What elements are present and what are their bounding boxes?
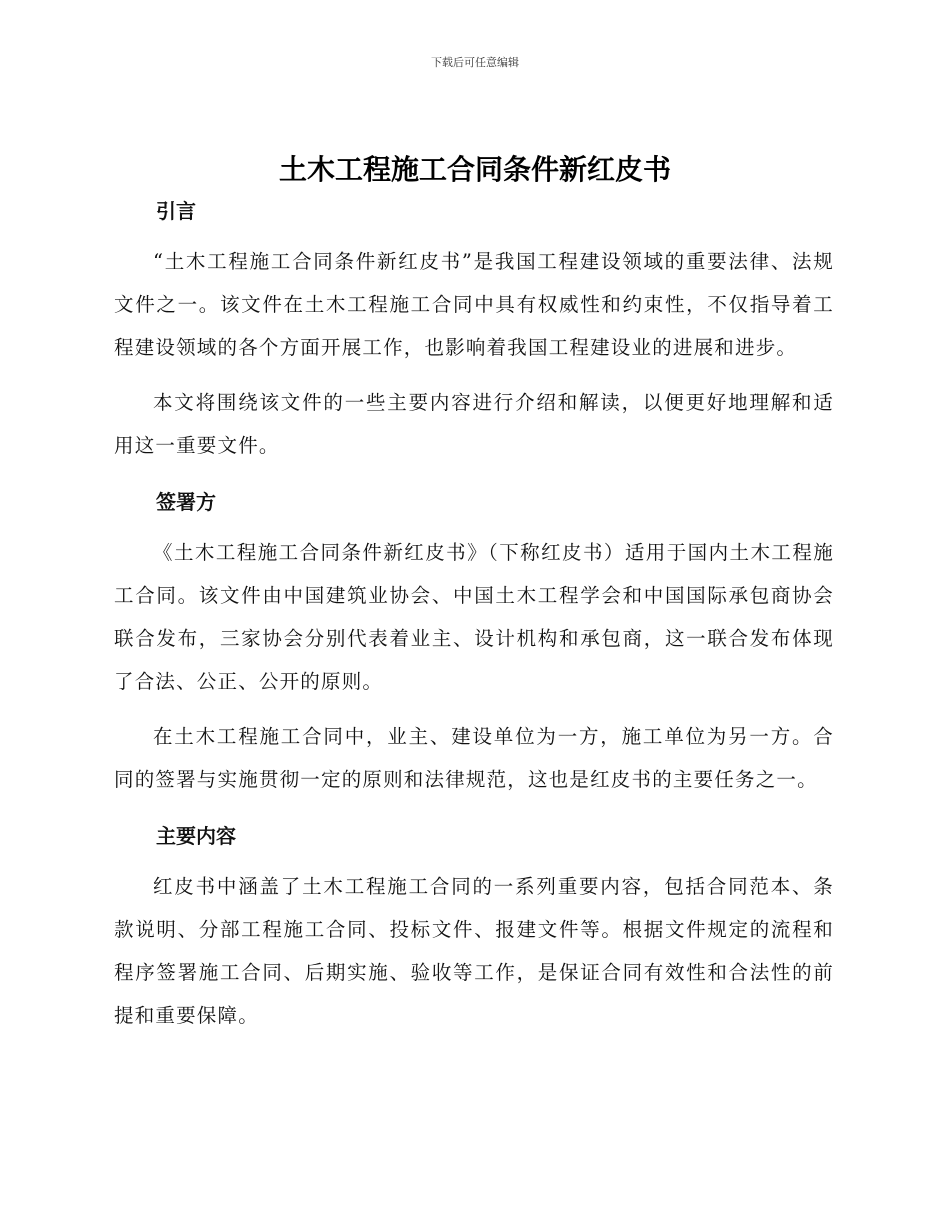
document-title: 土木工程施工合同条件新红皮书	[278, 153, 671, 186]
section-main-content	[114, 821, 834, 1037]
paragraph: 《土木工程施工合同条件新红皮书》（下称红皮书）适用于国内土木工程施工合同。该文件由中国建筑业协会、中国土木工程学会和中国国际承包商协会联合发布，三家协会分别代表着业主、设计机构和承包商，这一联合发布体现了合法、公正、公开的原则。	[114, 541, 834, 693]
paragraph: “土木工程施工合同条件新红皮书”是我国工程建设领域的重要法律、法规文件之一。该文件在土木工程施工合同中具有权威性和约束性，不仅指导着工程建设领域的各个方面开展工作，也影响着我国工程建设业的进展和进步。	[114, 250, 834, 359]
section-heading: 引言	[156, 199, 196, 223]
section-introduction	[114, 196, 834, 467]
paragraph: 在土木工程施工合同中，业主、建设单位为一方，施工单位为另一方。合同的签署与实施贯彻一定的原则和法律规范，这也是红皮书的主要任务之一。	[114, 725, 834, 791]
section-signatories	[114, 487, 834, 801]
paragraph: 红皮书中涵盖了土木工程施工合同的一系列重要内容，包括合同范本、条款说明、分部工程施工合同、投标文件、报建文件等。根据文件规定的流程和程序签署施工合同、后期实施、验收等工作，是保证合同有效性和合法性的前提和重要保障。	[114, 875, 834, 1027]
section-heading: 签署方	[156, 490, 216, 514]
section-heading: 主要内容	[156, 824, 236, 848]
paragraph: 本文将围绕该文件的一些主要内容进行介绍和解读，以便更好地理解和适用这一重要文件。	[114, 391, 834, 457]
header-note: 下载后可任意编辑	[431, 56, 519, 69]
document-body	[114, 196, 834, 1057]
